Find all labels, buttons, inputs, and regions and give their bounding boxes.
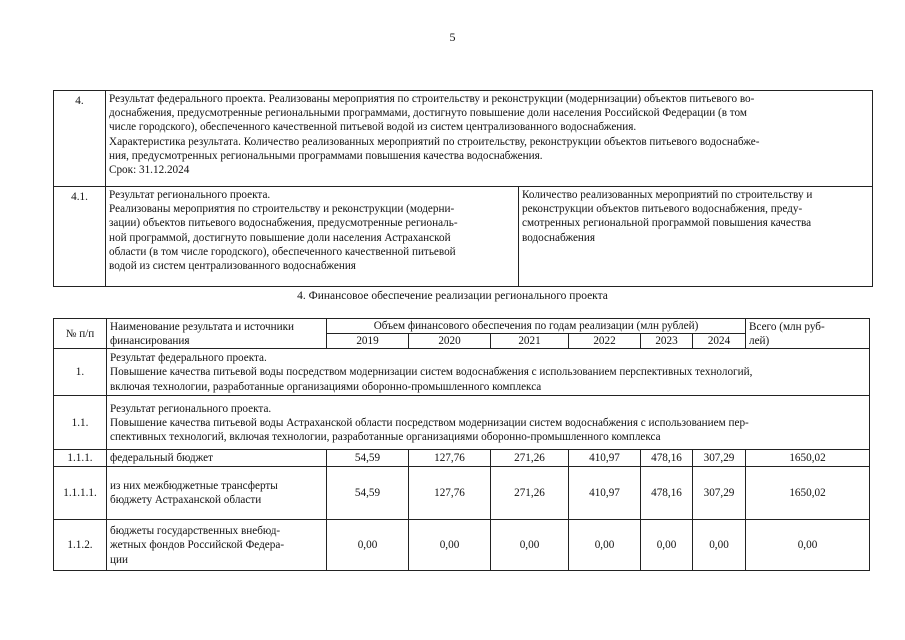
value-cell: 0,00 [641,520,693,571]
section-heading: 4. Финансовое обеспечение реализации регионального проекта [297,290,608,302]
text-line: Результат федерального проекта. Реализованы мероприятия по строительству и реконструкции (модернизации) объектов питьевого во- [109,93,755,105]
regional-result-text [106,187,519,287]
row-number: 1.1. [54,396,107,450]
year-header: 2021 [491,334,569,349]
text-line: спективных технологий, включая технологии, разработанные организациями оборонно-промышленного комплекса [110,431,661,443]
financing-table [53,318,870,571]
table-row [54,450,870,467]
value-cell: 0,00 [409,520,491,571]
header-line: Всего (млн руб- [749,320,825,333]
result-row-4-1 [54,187,873,287]
header-total [746,319,870,349]
value-cell: 307,29 [693,450,746,467]
text-line: зации) объектов питьевого водоснабжения, предусмотренные региональ- [109,217,458,230]
result-description [107,349,870,396]
value-cell: 271,26 [491,467,569,520]
text-line: области (в том числе городского), обеспеченного качественной питьевой [109,245,456,258]
text-line: Характеристика результата. Количество реализованных мероприятий по строительству, реконструкции объектов питьевого водоснабже- [109,135,760,148]
total-cell: 0,00 [746,520,870,571]
text-line: Результат регионального проекта. [109,189,271,201]
year-header: 2023 [641,334,693,349]
value-cell: 0,00 [693,520,746,571]
result-description [107,396,870,450]
text-line: ции [110,553,128,566]
value-cell: 0,00 [327,520,409,571]
year-header: 2022 [569,334,641,349]
measures-count-text [519,187,873,287]
header-row [54,319,870,334]
text-line: Результат федерального проекта. [110,352,267,365]
header-line: Наименование результата и источники [110,320,295,333]
text-line: ния, предусмотренных региональными программами повышения качества водоснабжения. [109,149,543,162]
value-cell: 307,29 [693,467,746,520]
text-line: Количество реализованных мероприятий по строительству и [522,189,813,201]
value-cell: 54,59 [327,450,409,467]
text-line: бюджеты государственных внебюд- [110,525,281,538]
text-line: реконструкции объектов питьевого водоснабжения, преду- [522,203,803,216]
text-line: Повышение качества питьевой воды посредством модернизации систем водоснабжения с использованием перспективных технологий, [110,366,753,379]
row-number: 1.1.2. [54,520,107,571]
row-number: 1.1.1.1. [54,467,107,520]
text-line: Реализованы мероприятия по строительству и реконструкции (модерни- [109,203,455,216]
text-line: смотренных региональной программой повышения качества [522,217,812,230]
table-row [54,520,870,571]
text-line: из них межбюджетные трансферты [110,480,278,493]
federal-result-text [106,91,873,187]
source-name [107,467,327,520]
deadline-line: Срок: 31.12.2024 [109,164,190,177]
year-header: 2019 [327,334,409,349]
total-cell: 1650,02 [746,450,870,467]
value-cell: 478,16 [641,467,693,520]
result-row-4 [54,91,873,187]
text-line: включая технологии, разработанные организациями оборонно-промышленного комплекса [110,380,542,393]
header-number: № п/п [54,319,107,349]
text-line: водоснабжения [522,231,596,244]
value-cell: 0,00 [491,520,569,571]
value-cell: 127,76 [409,450,491,467]
text-line: Повышение качества питьевой воды Астраханской области посредством модернизации систем водоснабжения с использованием пер- [110,416,749,429]
year-header: 2020 [409,334,491,349]
row-number: 4. [54,91,106,187]
row-number: 4.1. [54,187,106,287]
header-line: лей) [749,334,770,347]
row-number: 1. [54,349,107,396]
header-volume: Объем финансового обеспечения по годам реализации (млн рублей) [327,319,746,334]
table-row [54,396,870,450]
table-row [54,467,870,520]
text-line: водой из систем централизованного водоснабжения [109,260,356,273]
value-cell: 271,26 [491,450,569,467]
table-row [54,349,870,396]
federal-project-result-table [53,90,873,287]
value-cell: 54,59 [327,467,409,520]
value-cell: 410,97 [569,450,641,467]
text-line: жетных фондов Российской Федера- [110,539,285,552]
text-line: доснабжения, предусмотренные региональными программами, достигнуто повышение доли населения Российской Федерации (в том [109,107,747,120]
value-cell: 478,16 [641,450,693,467]
text-line: бюджету Астраханской области [110,494,262,507]
text-line: числе городского), обеспеченного качественной питьевой водой из систем централизованного водоснабжения. [109,121,637,134]
page-number: 5 [449,30,456,44]
text-line: Результат регионального проекта. [110,402,272,415]
header-line: финансирования [110,334,190,347]
total-cell: 1650,02 [746,467,870,520]
source-name [107,520,327,571]
source-name [107,450,327,467]
value-cell: 410,97 [569,467,641,520]
text-line: федеральный бюджет [110,452,213,465]
year-header: 2024 [693,334,746,349]
value-cell: 0,00 [569,520,641,571]
header-name [107,319,327,349]
text-line: ной программой, достигнуто повышение доли населения Астраханской [109,231,451,244]
row-number: 1.1.1. [54,450,107,467]
value-cell: 127,76 [409,467,491,520]
